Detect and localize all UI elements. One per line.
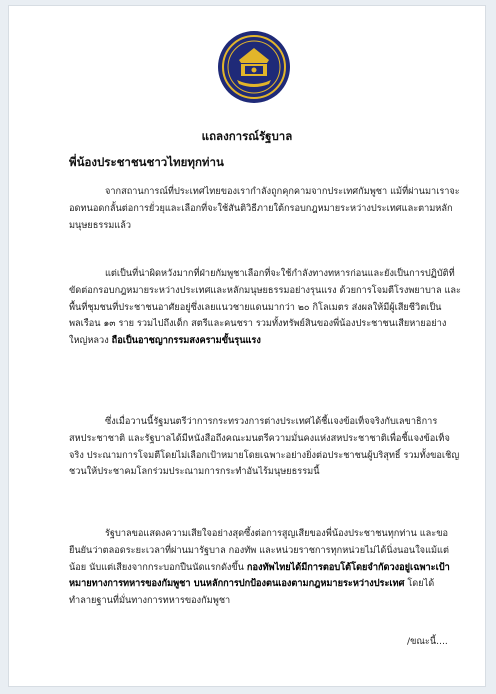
paragraph-4-tail: โดยได้ทำลายฐานที่มั่นทางการทหารของกัมพูชา	[69, 578, 435, 607]
paragraph-2-text: แต่เป็นที่น่าผิดหวังมากที่ฝ่ายกัมพูชาเลือกที่จะใช้กำลังทางทหารก่อนและยังเป็นการปฏิบัติที่ขัดต่อกรอบกฎหมายระหว่างประเทศและหลักมนุษยธรรมอย่างรุนแรง ด้วยการโจมตีโรงพยาบาล และพื้นที่ชุมชนที่ประชาชนอาศัยอยู่ซึ่งเลยแนวชายแดนมากว่า ๒๐ กิโลเมตร ส่งผลให้มีผู้เสียชีวิตเป็นพลเรือน ๑๓ ราย รวมไปถึงเด็ก สตรีและคนชรา รวมทั้งทรัพย์สินของพี่น้องประชาชนเสียหายอย่างใหญ่หลวง	[69, 268, 461, 347]
salutation: พี่น้องประชาชนชาวไทยทุกท่าน	[69, 155, 224, 169]
paragraph-2	[69, 266, 461, 350]
paragraph-1	[69, 184, 461, 234]
document-title: แถลงการณ์รัฐบาล	[201, 129, 293, 143]
paragraph-4	[69, 526, 461, 610]
paragraph-3	[69, 414, 461, 481]
paragraph-1-text: จากสถานการณ์ที่ประเทศไทยของเรากำลังถูกคุกคามจากประเทศกัมพูชา แม้ที่ผ่านมาเราจะอดทนอดกลั้นต่อการยั่วยุและเลือกที่จะใช้สันติวิธีภายใต้กรอบกฎหมายระหว่างประเทศและตามหลักมนุษยธรรมแล้ว	[69, 186, 460, 231]
continued-marker: /ขณะนี้....	[407, 636, 448, 647]
paragraph-2-emphasis: ถือเป็นอาชญากรรมสงครามขั้นรุนแรง	[111, 335, 261, 347]
government-seal-icon	[217, 30, 291, 104]
paragraph-4-emphasis: กองทัพไทยได้มีการตอบโต้โดยจำกัดวงอยู่เฉพาะเป้าหมายทางการทหารของกัมพูชา บนหลักการปกป้องตนเองตามกฎหมายระหว่างประเทศ	[69, 561, 450, 590]
document-page	[8, 5, 486, 687]
paragraph-4-text: รัฐบาลขอแสดงความเสียใจอย่างสุดซึ้งต่อการสูญเสียของพี่น้องประชาชนทุกท่าน และขอยืนยันว่าตลอดระยะเวลาที่ผ่านมารัฐบาล กองทัพ และหน่วยราชการทุกหน่วยไม่ได้นิ่งนอนใจแม้แต่น้อย นับแต่เสียงจากกระบอกปืนนัดแรกดังขึ้น	[69, 528, 449, 573]
paragraph-3-text: ซึ่งเมื่อวานนี้รัฐมนตรีว่าการกระทรวงการต่างประเทศได้ชี้แจงข้อเท็จจริงกับเลขาธิการสหประชาชาติ และรัฐบาลได้มีหนังสือถึงคณะมนตรีความมั่นคงแห่งสหประชาชาติเพื่อชี้แจงข้อเท็จจริง ประณามการโจมตีโดยไม่เลือกเป้าหมายโดยเฉพาะอย่างยิ่งต่อประชาชนผู้บริสุทธิ์ รวมทั้งขอเชิญชวนให้ประชาคมโลกร่วมประณามการกระทำอันไร้มนุษยธรรมนี้	[69, 416, 460, 478]
